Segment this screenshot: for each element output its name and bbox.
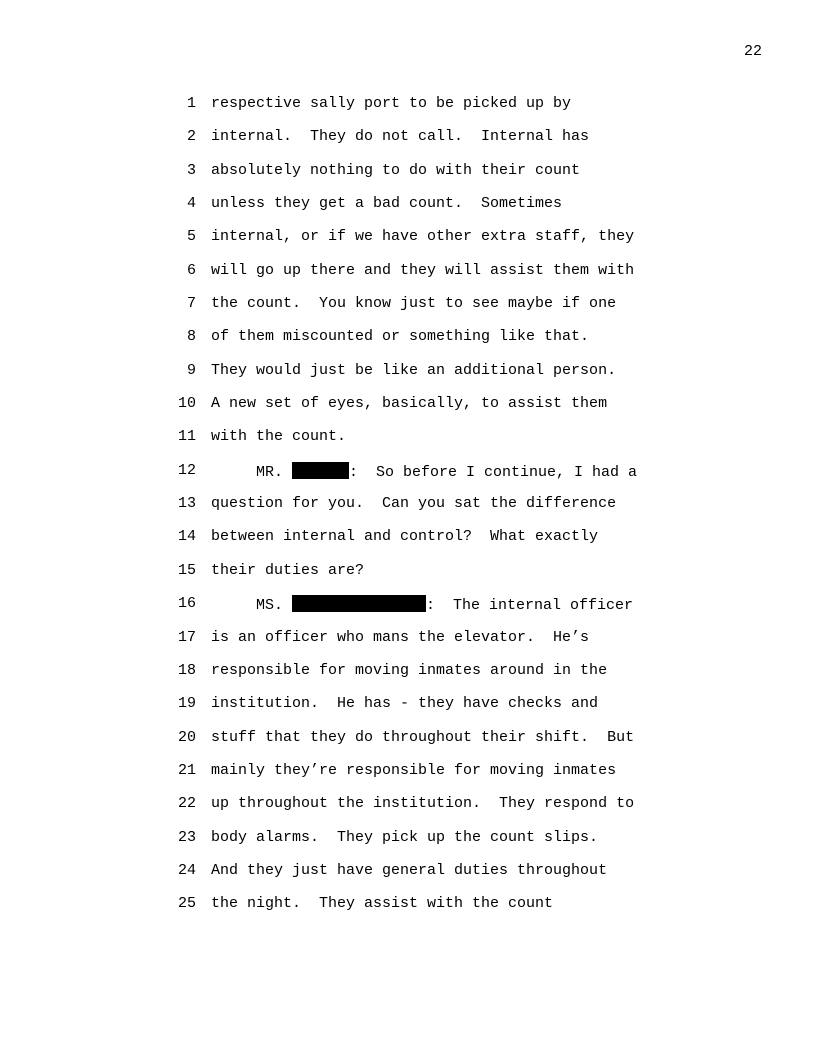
line-number: 20	[177, 728, 196, 746]
line-number: 21	[177, 761, 196, 779]
line-text: absolutely nothing to do with their count	[211, 161, 581, 179]
transcript-line	[0, 328, 816, 361]
transcript-line	[0, 729, 816, 762]
transcript-line	[0, 495, 816, 528]
line-text	[211, 595, 633, 615]
line-text: their duties are?	[211, 561, 365, 579]
redaction-bar	[292, 462, 349, 479]
line-number: 6	[186, 261, 196, 279]
transcript-line	[0, 428, 816, 461]
line-text: unless they get a bad count. Sometimes	[211, 195, 563, 213]
transcript-line	[0, 362, 816, 395]
speaker-prefix: MS.	[211, 597, 293, 615]
line-text: And they just have general duties throughout	[211, 861, 608, 879]
line-number: 14	[177, 528, 196, 546]
transcript-line	[0, 562, 816, 595]
line-text: with the count.	[211, 428, 347, 446]
transcript-line	[0, 162, 816, 195]
line-text: internal. They do not call. Internal has	[211, 128, 590, 146]
transcript-line	[0, 695, 816, 728]
transcript-line	[0, 629, 816, 662]
line-number: 7	[186, 295, 196, 313]
line-text: body alarms. They pick up the count slips.	[211, 828, 599, 846]
transcript-line	[0, 462, 816, 495]
line-number: 8	[186, 328, 196, 346]
line-number: 16	[177, 595, 196, 613]
line-number: 15	[177, 561, 196, 579]
line-number: 9	[186, 361, 196, 379]
line-number: 17	[177, 628, 196, 646]
line-number: 3	[186, 161, 196, 179]
line-number: 22	[177, 795, 196, 813]
speaker-text: : So before I continue, I had a	[349, 463, 638, 481]
line-text	[211, 462, 637, 482]
transcript-line	[0, 128, 816, 161]
transcript-line	[0, 395, 816, 428]
line-number: 24	[177, 861, 196, 879]
transcript-line	[0, 228, 816, 261]
transcript-line	[0, 829, 816, 862]
speaker-prefix: MR.	[211, 463, 293, 481]
line-text: They would just be like an additional person.	[211, 361, 617, 379]
line-text: mainly they’re responsible for moving inmates	[211, 761, 617, 779]
line-number: 13	[177, 495, 196, 513]
line-text: the night. They assist with the count	[211, 895, 554, 913]
page-number: 22	[743, 43, 762, 60]
line-text: internal, or if we have other extra staff, they	[211, 228, 635, 246]
line-number: 12	[177, 461, 196, 479]
line-text: of them miscounted or something like that.	[211, 328, 590, 346]
transcript-line	[0, 895, 816, 928]
transcript-line	[0, 762, 816, 795]
transcript-line	[0, 295, 816, 328]
line-text: respective sally port to be picked up by	[211, 95, 572, 112]
line-text: will go up there and they will assist them with	[211, 261, 635, 279]
line-number: 23	[177, 828, 196, 846]
line-number: 5	[186, 228, 196, 246]
line-text: institution. He has - they have checks and	[211, 695, 599, 713]
line-text: responsible for moving inmates around in the	[211, 661, 608, 679]
line-text: the count. You know just to see maybe if one	[211, 295, 617, 313]
line-number: 2	[186, 128, 196, 146]
transcript-line	[0, 662, 816, 695]
transcript-line	[0, 862, 816, 895]
transcript-line	[0, 95, 816, 128]
line-number: 4	[186, 195, 196, 213]
line-number: 11	[177, 428, 196, 446]
line-number: 18	[177, 661, 196, 679]
line-number: 10	[177, 395, 196, 413]
line-text: stuff that they do throughout their shift. But	[211, 728, 635, 746]
line-text: up throughout the institution. They respond to	[211, 795, 635, 813]
line-text: is an officer who mans the elevator. He’s	[211, 628, 590, 646]
line-number: 19	[177, 695, 196, 713]
line-number: 25	[177, 895, 196, 913]
transcript-line	[0, 595, 816, 628]
transcript-line	[0, 795, 816, 828]
line-text: between internal and control? What exactly	[211, 528, 599, 546]
transcript-line	[0, 262, 816, 295]
speaker-text: : The internal officer	[426, 597, 634, 615]
redaction-bar	[292, 595, 426, 612]
transcript-body	[0, 95, 816, 929]
transcript-line	[0, 528, 816, 561]
line-number: 1	[186, 95, 196, 112]
line-text: A new set of eyes, basically, to assist them	[211, 395, 608, 413]
line-text: question for you. Can you sat the difference	[211, 495, 617, 513]
transcript-line	[0, 195, 816, 228]
